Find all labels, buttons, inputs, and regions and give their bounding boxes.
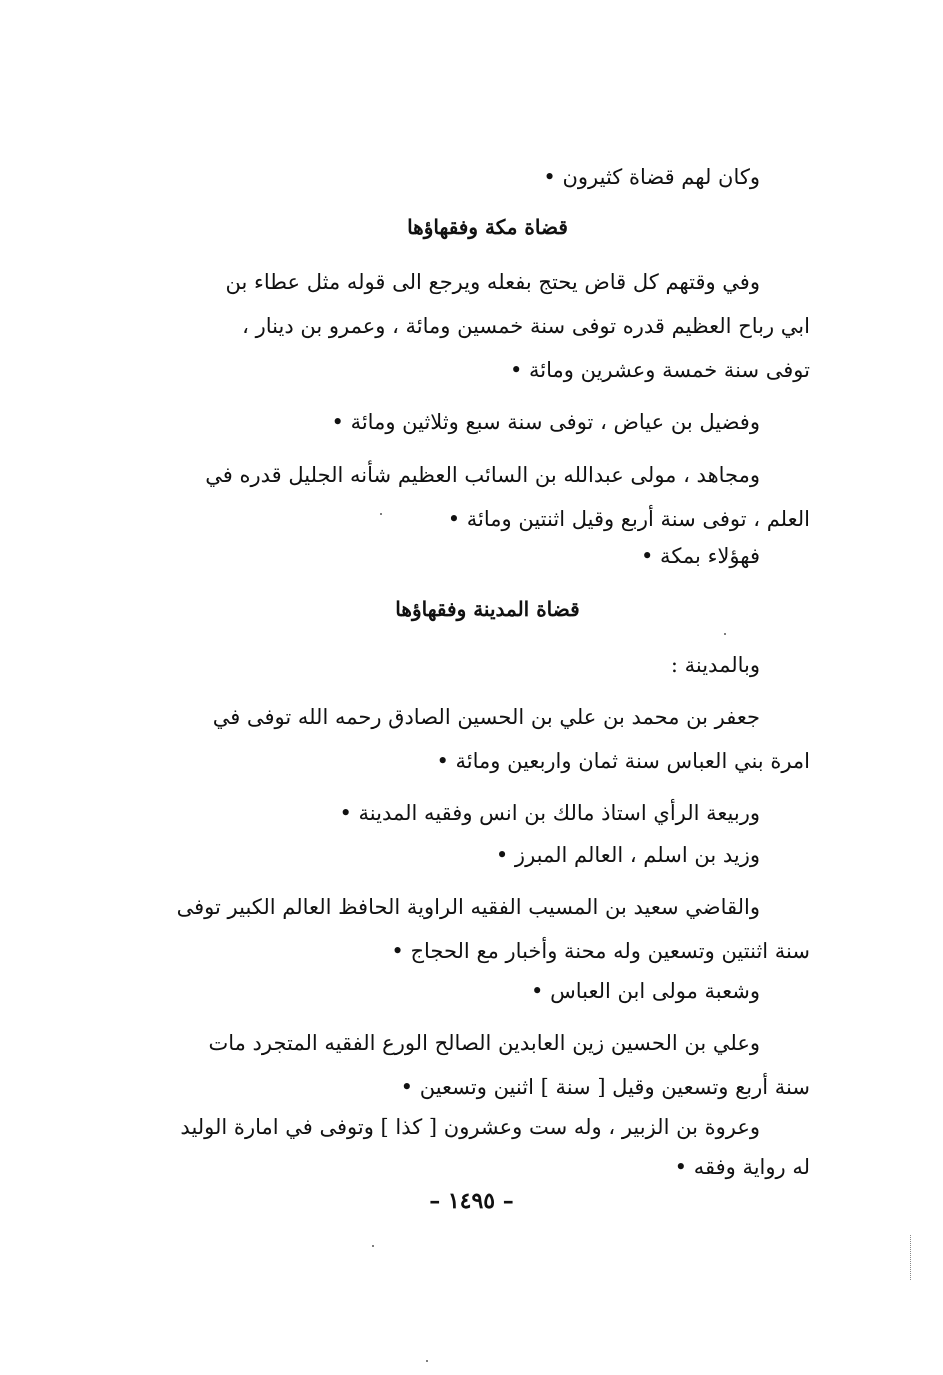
paragraph-line: وعروة بن الزبير ، وله ست وعشرون [ كذا ] وتوفى في امارة الوليد bbox=[180, 1115, 760, 1139]
paragraph-line: وربيعة الرأي استاذ مالك بن انس وفقيه المدينة • bbox=[339, 801, 760, 825]
scan-speck bbox=[426, 1360, 428, 1362]
text-section-makkah bbox=[165, 260, 810, 580]
paragraph-line: ومجاهد ، مولى عبدالله بن السائب العظيم شأنه الجليل قدره في bbox=[205, 463, 760, 487]
page-number: – ١٤٩٥ – bbox=[429, 1188, 514, 1214]
section-heading-madinah: قضاة المدينة وفقهاؤها bbox=[395, 597, 580, 621]
paragraph-line: وفضيل بن عياض ، توفى سنة سبع وثلاثين ومائة • bbox=[331, 410, 760, 434]
scan-speck bbox=[724, 633, 726, 635]
paragraph-line: امرة بني العباس سنة ثمان واربعين ومائة • bbox=[436, 749, 810, 773]
paragraph-line: وزيد بن اسلم ، العالم المبرز • bbox=[495, 843, 760, 867]
paragraph-line: وبالمدينة : bbox=[670, 653, 760, 677]
text-section-intro bbox=[165, 155, 810, 205]
paragraph-line: وكان لهم قضاة كثيرون • bbox=[543, 165, 760, 189]
paragraph-line: وشعبة مولى ابن العباس • bbox=[531, 979, 760, 1003]
paragraph-line: سنة أربع وتسعين وقيل [ سنة ] اثنين وتسعين • bbox=[400, 1075, 810, 1099]
paragraph-line: وعلي بن الحسين زين العابدين الصالح الورع الفقيه المتجرد مات bbox=[208, 1031, 760, 1055]
scan-speck bbox=[380, 513, 382, 515]
scan-edge-artifact bbox=[910, 1235, 912, 1280]
paragraph-line: ابي رباح العظيم قدره توفى سنة خمسين ومائة ، وعمرو بن دينار ، bbox=[242, 314, 810, 338]
paragraph-line: العلم ، توفى سنة أربع وقيل اثنتين ومائة • bbox=[447, 507, 810, 531]
paragraph-line: سنة اثنتين وتسعين وله محنة وأخبار مع الحجاج • bbox=[391, 939, 810, 963]
paragraph-line: له رواية وفقه • bbox=[674, 1155, 810, 1179]
paragraph-line: جعفر بن محمد بن علي بن الحسين الصادق رحمه الله توفى في bbox=[212, 705, 760, 729]
paragraph-line: وفي وقتهم كل قاض يحتج بفعله ويرجع الى قوله مثل عطاء بن bbox=[225, 270, 760, 294]
scan-speck bbox=[372, 1245, 374, 1247]
text-section-madinah bbox=[165, 643, 810, 1183]
paragraph-line: توفى سنة خمسة وعشرين ومائة • bbox=[509, 358, 810, 382]
section-heading-makkah: قضاة مكة وفقهاؤها bbox=[407, 215, 568, 239]
paragraph-line: والقاضي سعيد بن المسيب الفقيه الراوية الحافظ العالم الكبير توفى bbox=[176, 895, 760, 919]
paragraph-line: فهؤلاء بمكة • bbox=[641, 544, 760, 568]
